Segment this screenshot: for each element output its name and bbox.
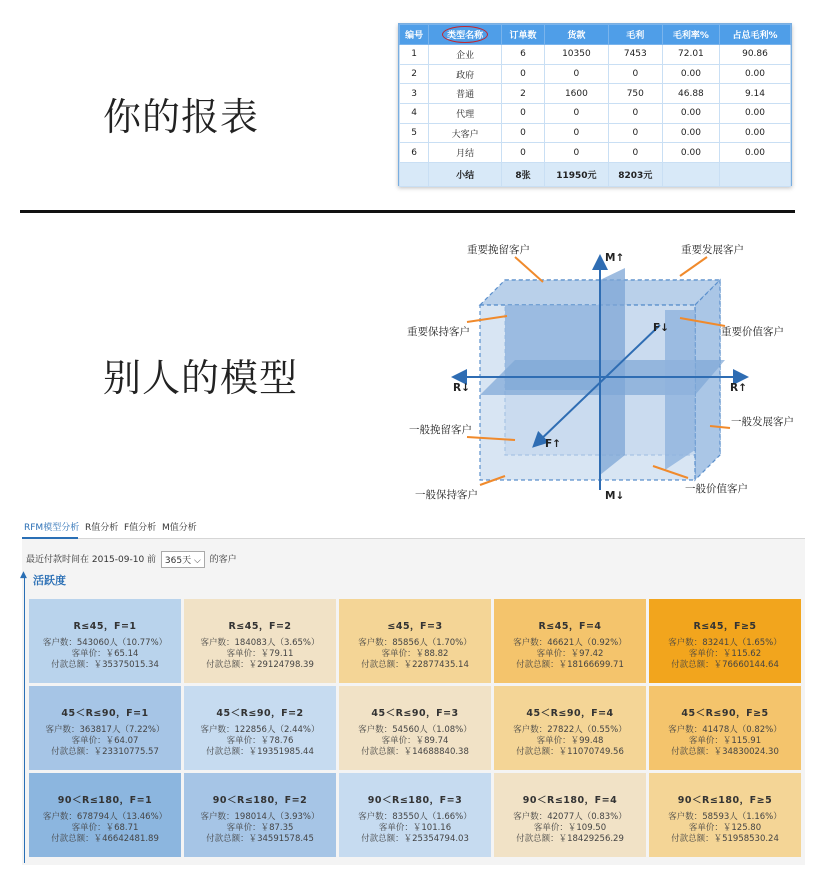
cell-orders: 6: [501, 45, 544, 65]
tab-bar: [22, 515, 805, 539]
subtotal-row: [400, 163, 791, 187]
axis-f-up: F↑: [545, 438, 561, 450]
cell-title: R≤45，F≥5: [693, 621, 757, 632]
days-select-value: 365天: [164, 556, 192, 566]
header-orders: 订单数: [501, 25, 544, 45]
cell-type: 普通: [429, 84, 502, 104]
model-caption: 别人的模型: [103, 356, 299, 400]
cell-title: 45＜R≤90，F=4: [526, 708, 614, 719]
report-table: [399, 24, 791, 187]
cell-title: R≤45，F=2: [228, 621, 292, 632]
cell-customer-count: 客户数：363817人（7.22%）: [45, 725, 165, 735]
header-id: 编号: [400, 25, 429, 45]
cell-profit: 0: [608, 123, 662, 143]
cell-id: 5: [400, 123, 429, 143]
table-row: [400, 84, 791, 104]
label-important-value: 重要价值客户: [721, 326, 784, 338]
cell-unit-price: 客单价：￥101.16: [378, 823, 452, 833]
tab-r-value[interactable]: R值分析: [85, 523, 119, 533]
label-general-retain: 一般挽留客户: [409, 424, 472, 436]
cell-unit-price: 客单价：￥65.14: [71, 649, 139, 659]
cell-total-amount: 付款总额：￥34591578.45: [206, 834, 314, 844]
subtotal-cell-profit: 8203元: [608, 163, 662, 187]
header-type-name: [429, 25, 502, 45]
cell-customer-count: 客户数：85856人（1.70%）: [358, 638, 472, 648]
cell-unit-price: 客单价：￥78.76: [226, 736, 294, 746]
axis-f-down: F↓: [653, 322, 669, 334]
cell-payment: 0: [545, 143, 609, 163]
header-payment: 货款: [545, 25, 609, 45]
cell-payment: 10350: [545, 45, 609, 65]
label-general-develop: 一般发展客户: [731, 416, 794, 428]
cell-customer-count: 客户数：54560人（1.08%）: [358, 725, 472, 735]
cube-graphic: [395, 240, 805, 510]
rfm-cell[interactable]: [29, 686, 181, 770]
chevron-down-icon: ⌵: [193, 556, 201, 566]
report-table-container: [398, 23, 792, 186]
cell-total-amount: 付款总额：￥46642481.89: [51, 834, 159, 844]
subtotal-cell-orders: 8张: [501, 163, 544, 187]
arrow-up-icon: ▲: [20, 570, 27, 580]
axis-r-left: R↓: [453, 382, 470, 394]
cell-margin: 0.00: [662, 143, 719, 163]
rfm-cube-diagram: [395, 240, 805, 510]
cell-id: 3: [400, 84, 429, 104]
subtotal-cell-share: [719, 163, 790, 187]
rfm-cell[interactable]: [649, 599, 801, 683]
cell-total-amount: 付款总额：￥14688840.38: [361, 747, 469, 757]
cell-payment: 0: [545, 64, 609, 84]
cell-margin: 0.00: [662, 64, 719, 84]
rfm-cell[interactable]: [494, 686, 646, 770]
rfm-cell[interactable]: [29, 773, 181, 857]
cell-margin: 46.88: [662, 84, 719, 104]
cell-share: 9.14: [719, 84, 790, 104]
cell-customer-count: 客户数：83241人（1.65%）: [668, 638, 782, 648]
cell-profit: 0: [608, 64, 662, 84]
cell-title: 45＜R≤90，F=2: [216, 708, 304, 719]
cell-type: 大客户: [429, 123, 502, 143]
cell-type: 政府: [429, 64, 502, 84]
rfm-cell[interactable]: [184, 773, 336, 857]
tab-f-value[interactable]: F值分析: [124, 523, 157, 533]
cell-title: R≤45，F=1: [73, 621, 137, 632]
axis-m-down: M↓: [605, 490, 625, 502]
cell-customer-count: 客户数：27822人（0.55%）: [513, 725, 627, 735]
subtotal-cell-id: [400, 163, 429, 187]
rfm-cell[interactable]: [184, 599, 336, 683]
cell-title: 90＜R≤180，F=1: [57, 795, 153, 806]
cell-profit: 0: [608, 104, 662, 124]
cell-title: 90＜R≤180，F=3: [367, 795, 463, 806]
cell-share: 0.00: [719, 143, 790, 163]
cell-title: ≤45，F=3: [387, 621, 443, 632]
cell-unit-price: 客单价：￥64.07: [71, 736, 139, 746]
table-row: [400, 123, 791, 143]
cell-unit-price: 客单价：￥87.35: [226, 823, 294, 833]
cell-total-amount: 付款总额：￥25354794.03: [361, 834, 469, 844]
cell-total-amount: 付款总额：￥22877435.14: [361, 660, 469, 670]
rfm-cell[interactable]: [494, 599, 646, 683]
cell-orders: 0: [501, 104, 544, 124]
cell-total-amount: 付款总额：￥35375015.34: [51, 660, 159, 670]
cell-share: 0.00: [719, 123, 790, 143]
cell-customer-count: 客户数：42077人（0.83%）: [513, 812, 627, 822]
cell-profit: 7453: [608, 45, 662, 65]
subtotal-cell-margin: [662, 163, 719, 187]
cell-unit-price: 客单价：￥79.11: [226, 649, 294, 659]
cell-margin: 72.01: [662, 45, 719, 65]
cell-orders: 0: [501, 123, 544, 143]
cell-total-amount: 付款总额：￥11070749.56: [516, 747, 624, 757]
cell-unit-price: 客单价：￥68.71: [71, 823, 139, 833]
cell-unit-price: 客单价：￥89.74: [381, 736, 449, 746]
cell-customer-count: 客户数：198014人（3.93%）: [200, 812, 320, 822]
cell-unit-price: 客单价：￥109.50: [533, 823, 607, 833]
label-general-value: 一般价值客户: [685, 483, 748, 495]
cell-share: 90.86: [719, 45, 790, 65]
cell-profit: 750: [608, 84, 662, 104]
table-row: [400, 64, 791, 84]
cell-title: 45＜R≤90，F=3: [371, 708, 459, 719]
cell-title: R≤45，F=4: [538, 621, 602, 632]
leader-important-retain: [515, 257, 543, 282]
cell-title: 90＜R≤180，F=2: [212, 795, 308, 806]
cell-customer-count: 客户数：543060人（10.77%）: [42, 638, 168, 648]
cell-total-amount: 付款总额：￥19351985.44: [206, 747, 314, 757]
tab-rfm-model[interactable]: RFM模型分析: [24, 523, 80, 533]
cell-share: 0.00: [719, 64, 790, 84]
cell-payment: 1600: [545, 84, 609, 104]
cell-margin: 0.00: [662, 104, 719, 124]
cell-total-amount: 付款总额：￥18429256.29: [516, 834, 624, 844]
cell-title: 45＜R≤90，F=1: [61, 708, 149, 719]
cell-customer-count: 客户数：122856人（2.44%）: [200, 725, 320, 735]
circled-header-label: 类型名称: [442, 26, 488, 43]
label-important-retain: 重要挽留客户: [467, 244, 530, 256]
filter-suffix: 的客户: [209, 555, 237, 565]
cell-unit-price: 客单价：￥99.48: [536, 736, 604, 746]
cell-unit-price: 客单价：￥88.82: [381, 649, 449, 659]
cell-total-amount: 付款总额：￥23310775.57: [51, 747, 159, 757]
cell-customer-count: 客户数：46621人（0.92%）: [513, 638, 627, 648]
cell-total-amount: 付款总额：￥76660144.64: [671, 660, 779, 670]
cell-title: 45＜R≤90，F≥5: [681, 708, 769, 719]
cell-total-amount: 付款总额：￥29124798.39: [206, 660, 314, 670]
header-margin: 毛利率%: [662, 25, 719, 45]
cell-customer-count: 客户数：41478人（0.82%）: [668, 725, 782, 735]
cell-orders: 0: [501, 143, 544, 163]
rfm-cell[interactable]: [29, 599, 181, 683]
rfm-cell[interactable]: [339, 686, 491, 770]
cell-customer-count: 客户数：184083人（3.65%）: [200, 638, 320, 648]
subtotal-cell-type: 小结: [429, 163, 502, 187]
cell-id: 1: [400, 45, 429, 65]
cell-type: 代理: [429, 104, 502, 124]
days-select[interactable]: [161, 551, 205, 568]
table-row: [400, 143, 791, 163]
cell-payment: 0: [545, 123, 609, 143]
label-important-develop: 重要发展客户: [681, 244, 744, 256]
rfm-cell[interactable]: [339, 599, 491, 683]
cell-unit-price: 客单价：￥115.91: [688, 736, 762, 746]
label-general-keep: 一般保持客户: [415, 489, 478, 501]
axis-r-right: R↑: [730, 382, 747, 394]
rfm-analysis-panel: [22, 515, 805, 865]
cell-margin: 0.00: [662, 123, 719, 143]
cell-customer-count: 客户数：58593人（1.16%）: [668, 812, 782, 822]
cell-share: 0.00: [719, 104, 790, 124]
section-divider: [20, 210, 795, 213]
cell-orders: 0: [501, 64, 544, 84]
rfm-cell[interactable]: [184, 686, 336, 770]
cell-id: 2: [400, 64, 429, 84]
header-share: 占总毛利%: [719, 25, 790, 45]
cell-customer-count: 客户数：678794人（13.46%）: [42, 812, 168, 822]
subtotal-cell-payment: 11950元: [545, 163, 609, 187]
cell-title: 90＜R≤180，F=4: [522, 795, 618, 806]
header-gross-profit: 毛利: [608, 25, 662, 45]
cell-orders: 2: [501, 84, 544, 104]
axis-m-up: M↑: [605, 252, 625, 264]
cell-unit-price: 客单价：￥97.42: [536, 649, 604, 659]
cell-profit: 0: [608, 143, 662, 163]
cell-total-amount: 付款总额：￥51958530.24: [671, 834, 779, 844]
time-filter: [26, 551, 237, 568]
cell-id: 4: [400, 104, 429, 124]
table-row: [400, 104, 791, 124]
filter-prefix: 最近付款时间在 2015-09-10 前: [26, 555, 157, 565]
rfm-cell[interactable]: [494, 773, 646, 857]
cell-total-amount: 付款总额：￥34830024.30: [671, 747, 779, 757]
cell-unit-price: 客单价：￥115.62: [688, 649, 762, 659]
cell-id: 6: [400, 143, 429, 163]
cell-payment: 0: [545, 104, 609, 124]
rfm-cell[interactable]: [339, 773, 491, 857]
cell-type: 月结: [429, 143, 502, 163]
activity-label: 活跃度: [33, 574, 66, 587]
activity-axis: [24, 576, 25, 863]
cell-title: 90＜R≤180，F≥5: [677, 795, 773, 806]
table-row: [400, 45, 791, 65]
cell-total-amount: 付款总额：￥18166699.71: [516, 660, 624, 670]
report-header-row: [400, 25, 791, 45]
leader-important-develop: [680, 257, 707, 276]
active-tab-indicator: [22, 537, 78, 539]
label-important-keep: 重要保持客户: [407, 326, 470, 338]
rfm-cell[interactable]: [649, 686, 801, 770]
cell-customer-count: 客户数：83550人（1.66%）: [358, 812, 472, 822]
inner-block-right: [665, 310, 695, 470]
report-caption: 你的报表: [103, 95, 260, 139]
cell-type: 企业: [429, 45, 502, 65]
tab-m-value[interactable]: M值分析: [162, 523, 197, 533]
rfm-cell[interactable]: [649, 773, 801, 857]
cell-unit-price: 客单价：￥125.80: [688, 823, 762, 833]
